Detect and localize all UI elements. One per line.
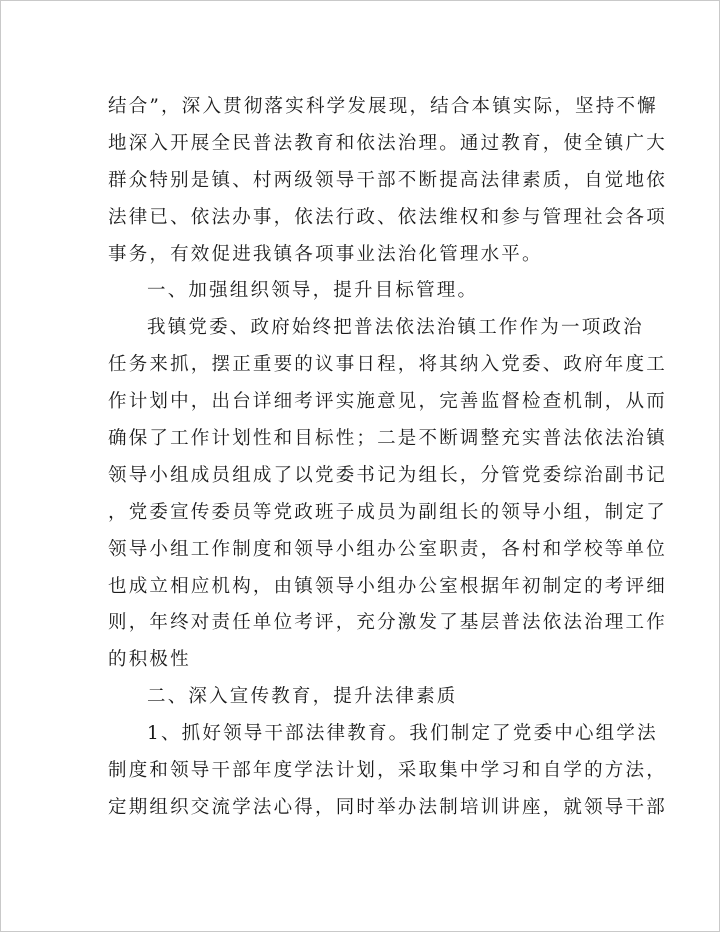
text-line: 群众特别是镇、村两级领导干部不断提高法律素质，自觉地依 (108, 169, 667, 191)
section-heading: 二、深入宣传教育，提升法律素质 (147, 686, 458, 708)
text-line: 则，年终对责任单位考评，充分激发了基层普法依法治理工作 (108, 612, 667, 634)
text-line: 我镇党委、政府始终把普法依法治镇工作作为一项政治 (147, 317, 644, 339)
text-line: 的积极性 (108, 649, 191, 671)
text-line: 地深入开展全民普法教育和依法治理。通过教育，使全镇广大 (108, 132, 667, 154)
text-line: 1、抓好领导干部法律教育。我们制定了党委中心组学法 (147, 723, 658, 745)
text-line: 法律已、依法办事，依法行政、依法维权和参与管理社会各项 (108, 206, 667, 228)
text-line: 任务来抓，摆正重要的议事日程，将其纳入党委、政府年度工 (108, 354, 667, 376)
text-line: 定期组织交流学法心得，同时举办法制培训讲座，就领导干部 (108, 796, 667, 818)
text-line: 制度和领导干部年度学法计划，采取集中学习和自学的方法， (108, 760, 667, 782)
text-line: 领导小组成员组成了以党委书记为组长，分管党委综治副书记 (108, 464, 667, 486)
text-line: 事务，有效促进我镇各项事业法治化管理水平。 (108, 243, 543, 265)
text-line: 结合”，深入贯彻落实科学发展现，结合本镇实际，坚持不懈 (108, 96, 658, 117)
text-line: 确保了工作计划性和目标性；二是不断调整充实普法依法治镇 (108, 428, 667, 450)
text-line: 作计划中，出台详细考评实施意见，完善监督检查机制，从而 (108, 391, 667, 413)
text-line: 领导小组工作制度和领导小组办公室职责，各村和学校等单位 (108, 538, 667, 560)
text-line: 也成立相应机构，由镇领导小组办公室根据年初制定的考评细 (108, 575, 667, 597)
document-body (108, 89, 667, 827)
section-heading: 一、加强组织领导，提升目标管理。 (147, 280, 479, 302)
text-line: ，党委宣传委员等党政班子成员为副组长的领导小组，制定了 (108, 501, 667, 523)
